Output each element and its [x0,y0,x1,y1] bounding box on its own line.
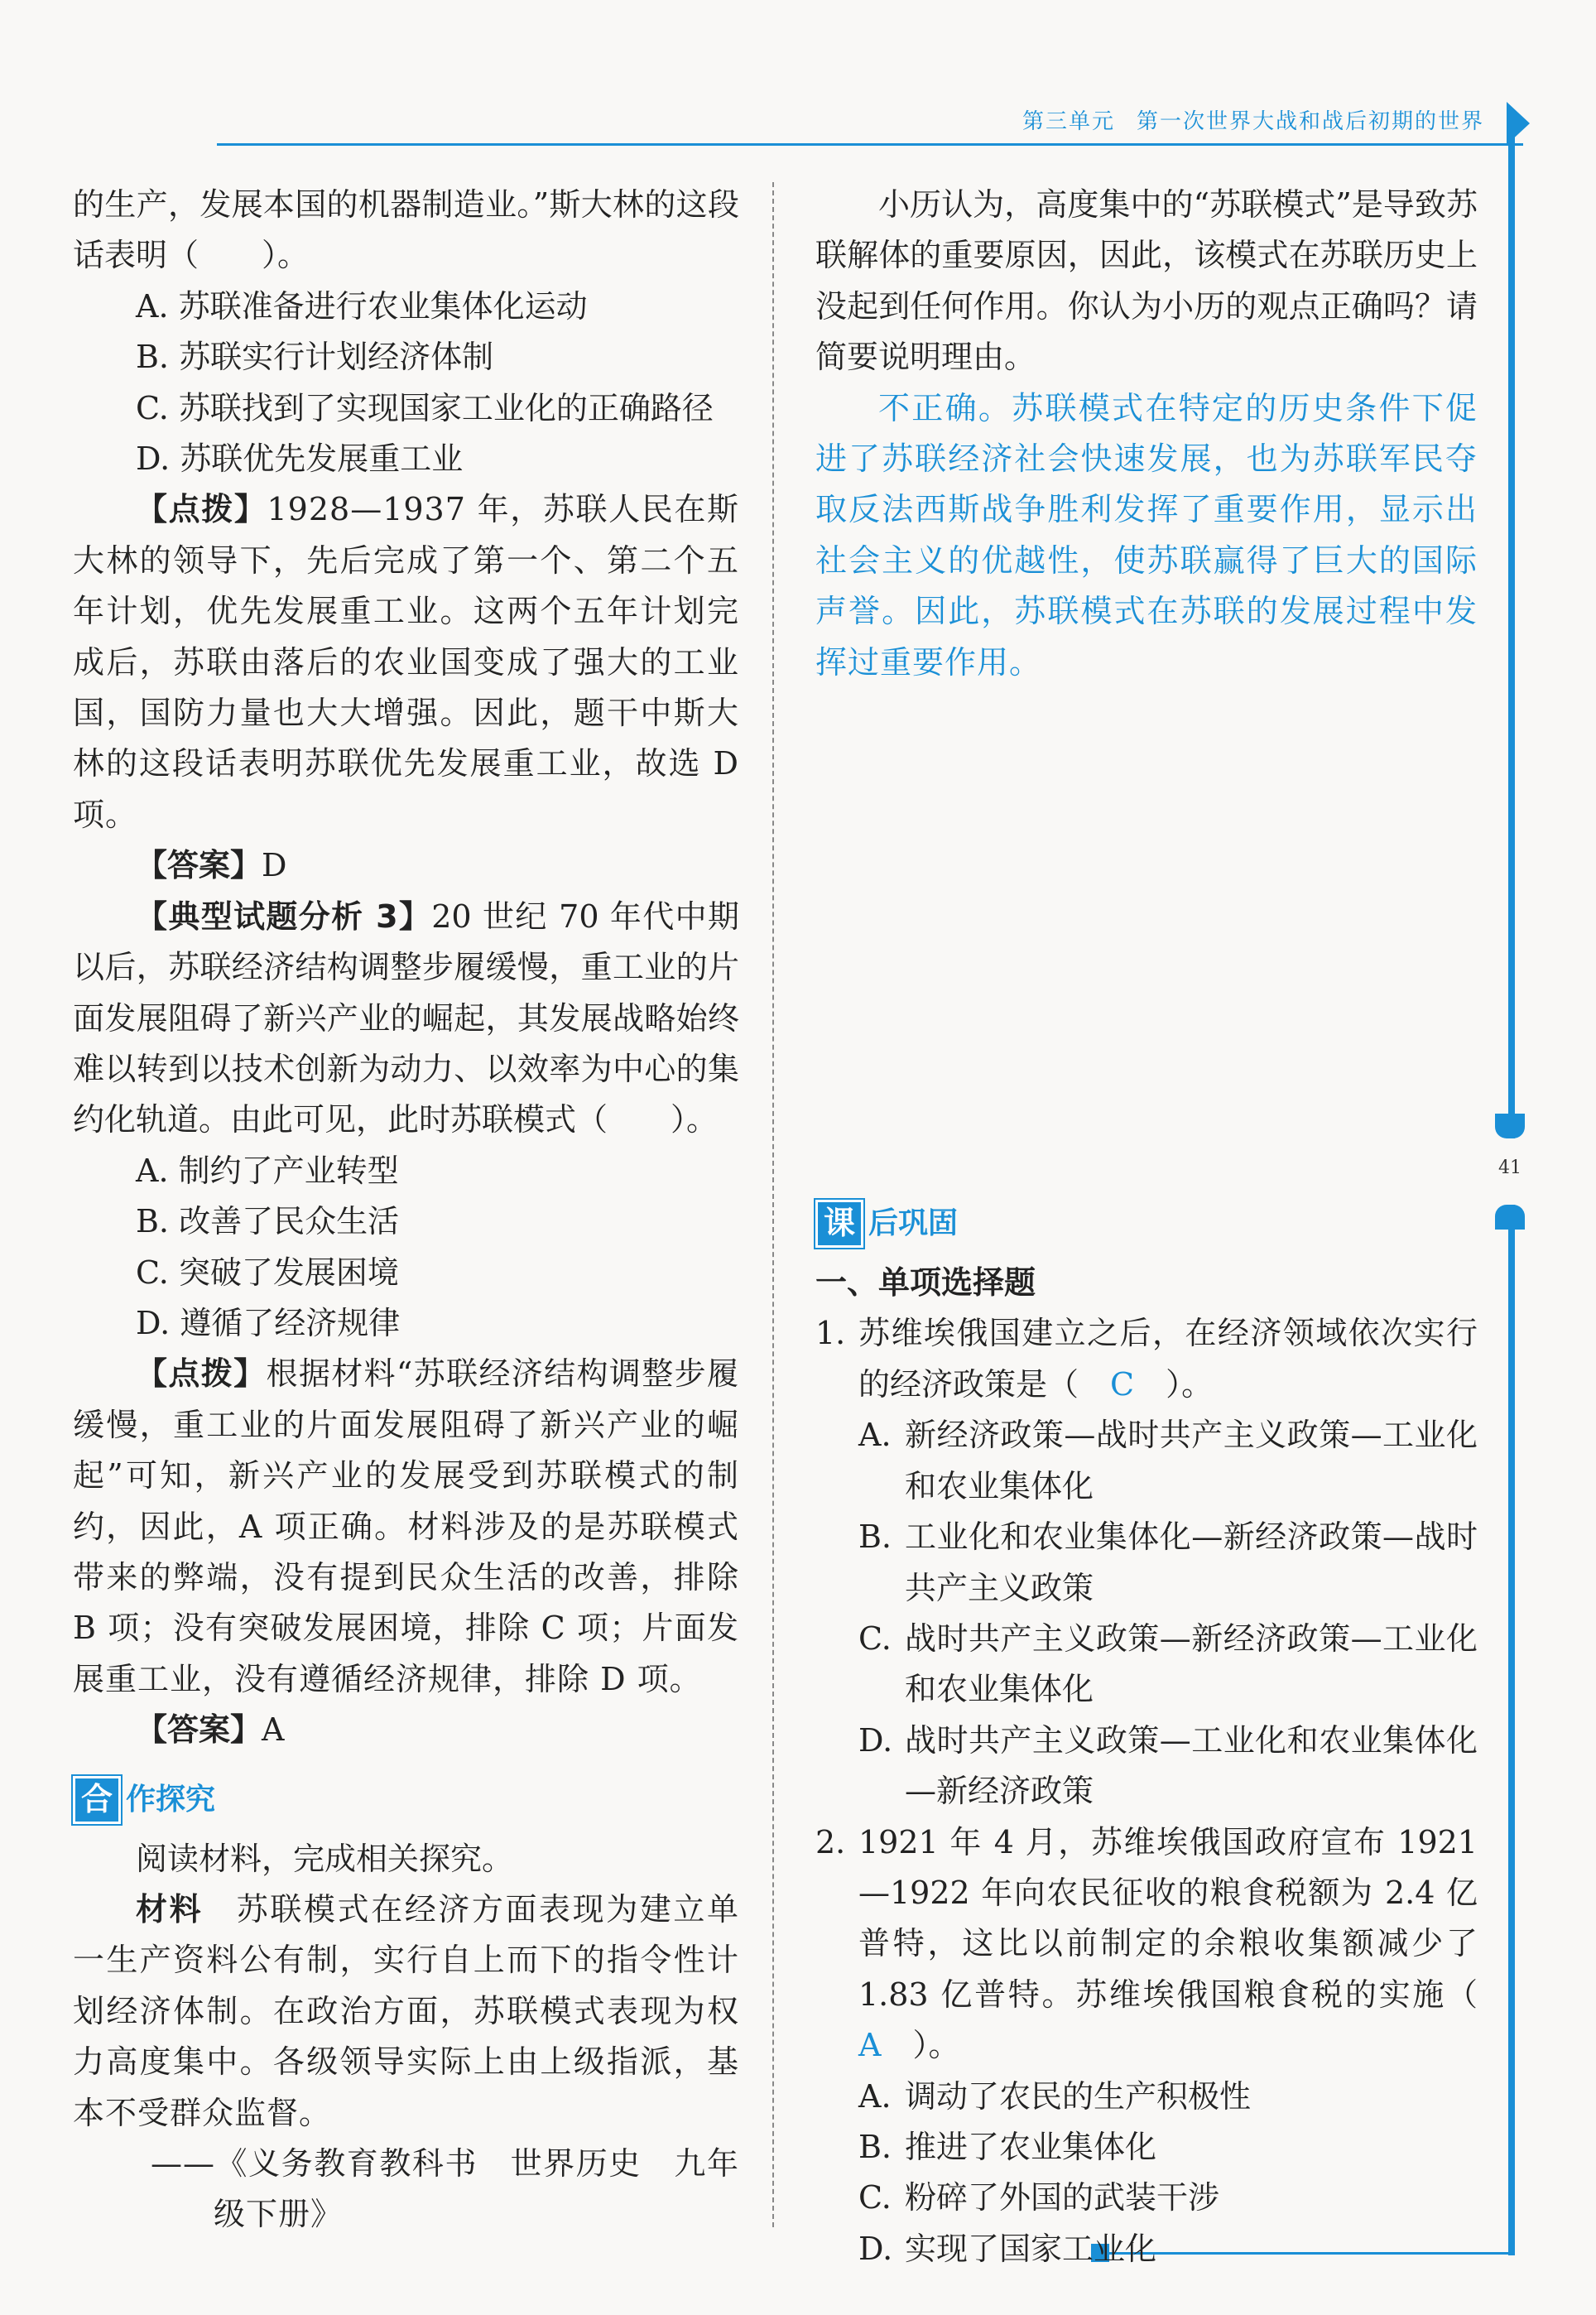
option-label: A. [858,1417,892,1454]
q3-tip-label: 【点拨】 [136,1355,267,1393]
q3-option-d: D. 遵循了经济规律 [136,1304,401,1341]
question-2-option-c [815,2173,1478,2223]
option-text: 新经济政策—战时共产主义政策—工业化和农业集体化 [905,1417,1478,1504]
option-label: C. [858,1620,892,1657]
question-2-option-a [815,2072,1478,2122]
q1-option-b: B. 苏联实行计划经济体制 [136,339,494,376]
left-column [73,180,739,2240]
material-label: 材料 [136,1891,204,1928]
side-rail-tab-top [1495,1114,1525,1138]
question-1-option-b [815,1512,1478,1614]
coop-section-heading [73,1771,739,1829]
question-1-option-d [815,1716,1478,1817]
question-2-number: 2. [815,1823,846,1860]
q1-option-c: C. 苏联找到了实现国家工业化的正确路径 [136,389,714,426]
inquiry-answer: 不正确。苏联模式在特定的历史条件下促进了苏联经济社会快速发展，也为苏联军民夺取反法西斯战争胜利发挥了重要作用，显示出社会主义的优越性，使苏联赢得了巨大的国际声誉。因此，苏联模式在苏联的发展过程中发挥过重要作用。 [815,389,1478,681]
q1-continued-text: 的生产，发展本国的机器制造业。”斯大林的这段话表明（ ）。 [73,186,739,274]
column-divider [772,182,774,2227]
option-label: D. [858,2230,893,2267]
q3-tip-text: 根据材料“苏联经济结构调整步履缓慢，重工业的片面发展阻碍了新兴产业的崛起”可知，新兴产业的发展受到苏联模式的制约，因此，A 项正确。材料涉及的是苏联模式带来的弊端，没有提到民众生活的改善，排除 B 项；没有突破发展困境，排除 C 项；片面发展重工业，没有遵循经济规律，排除 D 项。 [73,1355,739,1697]
q3-answer-label: 【答案】 [136,1711,262,1749]
page-number: 41 [1498,1158,1521,1178]
option-label: D. [858,1721,893,1759]
header-title: 第一次世界大战和战后初期的世界 [1136,109,1484,134]
option-text: 工业化和农业集体化—新经济政策—战时共产主义政策 [905,1518,1478,1606]
q1-answer [73,840,739,891]
option-text: 战时共产主义政策—工业化和农业集体化—新经济政策 [905,1721,1478,1810]
question-2-stem [858,1817,1509,2072]
option-text: 粉碎了外国的武装干涉 [905,2179,1220,2216]
side-rail-foot [1508,2204,1515,2255]
coop-badge-icon: 合 [73,1776,121,1824]
q3-label: 【典型试题分析 3】 [136,898,432,935]
running-header [1022,104,1484,135]
coop-heading-text: 作探究 [126,1782,216,1817]
side-rail-bottom [1508,1205,1515,2207]
q3-text: 20 世纪 70 年代中期以后，苏联经济结构调整步履缓慢，重工业的片面发展阻碍了新兴产业的崛起，其发展战略始终难以转到以技术创新为动力、以效率为中心的集约化轨道。由此可见，此时苏联模式（ ）。 [73,898,739,1138]
header-rule [217,143,1523,146]
q3-option-b: B. 改善了民众生活 [136,1203,400,1240]
answer-space [815,688,1478,1180]
option-label: B. [858,1518,892,1556]
question-2-option-b [815,2122,1478,2173]
q3-tip [73,1349,739,1705]
q3-answer-value: A [262,1711,285,1749]
question-1-option-c [815,1614,1478,1716]
material-source: ——《义务教育教科书 世界历史 九年级下册》 [151,2145,739,2233]
question-1 [815,1308,1478,1410]
question-2-option-d [815,2224,1478,2274]
material-text: 苏联模式在经济方面表现为建立单一生产资料公有制，实行自上而下的指令性计划经济体制。在政治方面，苏联模式表现为权力高度集中。各级领导实际上由上级指派，基本不受群众监督。 [73,1891,739,2131]
option-label: C. [858,2179,892,2216]
right-column [815,180,1509,2274]
question-1-answer: C [1110,1365,1135,1403]
q3-answer [73,1705,739,1755]
inquiry-question: 小历认为，高度集中的“苏联模式”是导致苏联解体的重要原因，因此，该模式在苏联历史上没起到任何作用。你认为小历的观点正确吗？请简要说明理由。 [815,186,1478,376]
question-1-stem-after: ）。 [1134,1365,1214,1403]
q1-tip-text: 1928—1937 年，苏联人民在斯大林的领导下，先后完成了第一个、第二个五年计划，优先发展重工业。这两个五年计划完成后，苏联由落后的农业国变成了强大的工业国，国防力量也大大增强。因此，题干中斯大林的这段话表明苏联优先发展重工业，故选 D 项。 [73,491,739,833]
option-text: 调动了农民的生产积极性 [905,2077,1252,2115]
q1-option-d: D. 苏联优先发展重工业 [136,440,464,478]
question-1-stem [858,1308,1478,1410]
option-text: 战时共产主义政策—新经济政策—工业化和农业集体化 [905,1620,1478,1708]
q1-option-a: A. 苏联准备进行农业集体化运动 [136,287,588,325]
question-1-option-a [815,1410,1478,1512]
option-text: 实现了国家工业化 [905,2230,1157,2267]
header-unit: 第三单元 [1022,109,1115,134]
q3-stem [73,892,739,1146]
option-label: B. [858,2128,892,2165]
option-label: A. [858,2077,892,2115]
q1-answer-label: 【答案】 [136,847,262,884]
question-2-stem-after: ）。 [881,2027,960,2064]
q3-option-a: A. 制约了产业转型 [136,1152,399,1189]
q3-option-c: C. 突破了发展困境 [136,1254,399,1291]
review-section-heading [815,1195,1478,1253]
q1-answer-value: D [262,847,287,884]
question-2-answer: A [858,2027,882,2064]
option-text: 推进了农业集体化 [905,2128,1157,2165]
side-rail-top [1508,124,1515,1138]
q1-tip-label: 【点拨】 [136,491,267,528]
question-1-number: 1. [815,1315,846,1352]
review-heading-text: 后巩固 [868,1206,959,1241]
review-badge-icon: 课 [815,1200,863,1248]
material [73,1884,739,2139]
question-2 [815,1817,1509,2072]
question-1-stem-before: 苏维埃俄国建立之后，在经济领域依次实行的经济政策是（ [858,1315,1478,1403]
coop-intro: 阅读材料，完成相关探究。 [136,1840,514,1877]
section-title: 一、单项选择题 [815,1264,1036,1302]
q1-tip [73,484,739,840]
question-2-stem-before: 1921 年 4 月，苏维埃俄国政府宣布 1921—1922 年向农民征收的粮食税额为 2.4 亿普特，这比以前制定的余粮收集额减少了 1.83 亿普特。苏维埃俄国粮食税的实施（ [858,1823,1509,2013]
